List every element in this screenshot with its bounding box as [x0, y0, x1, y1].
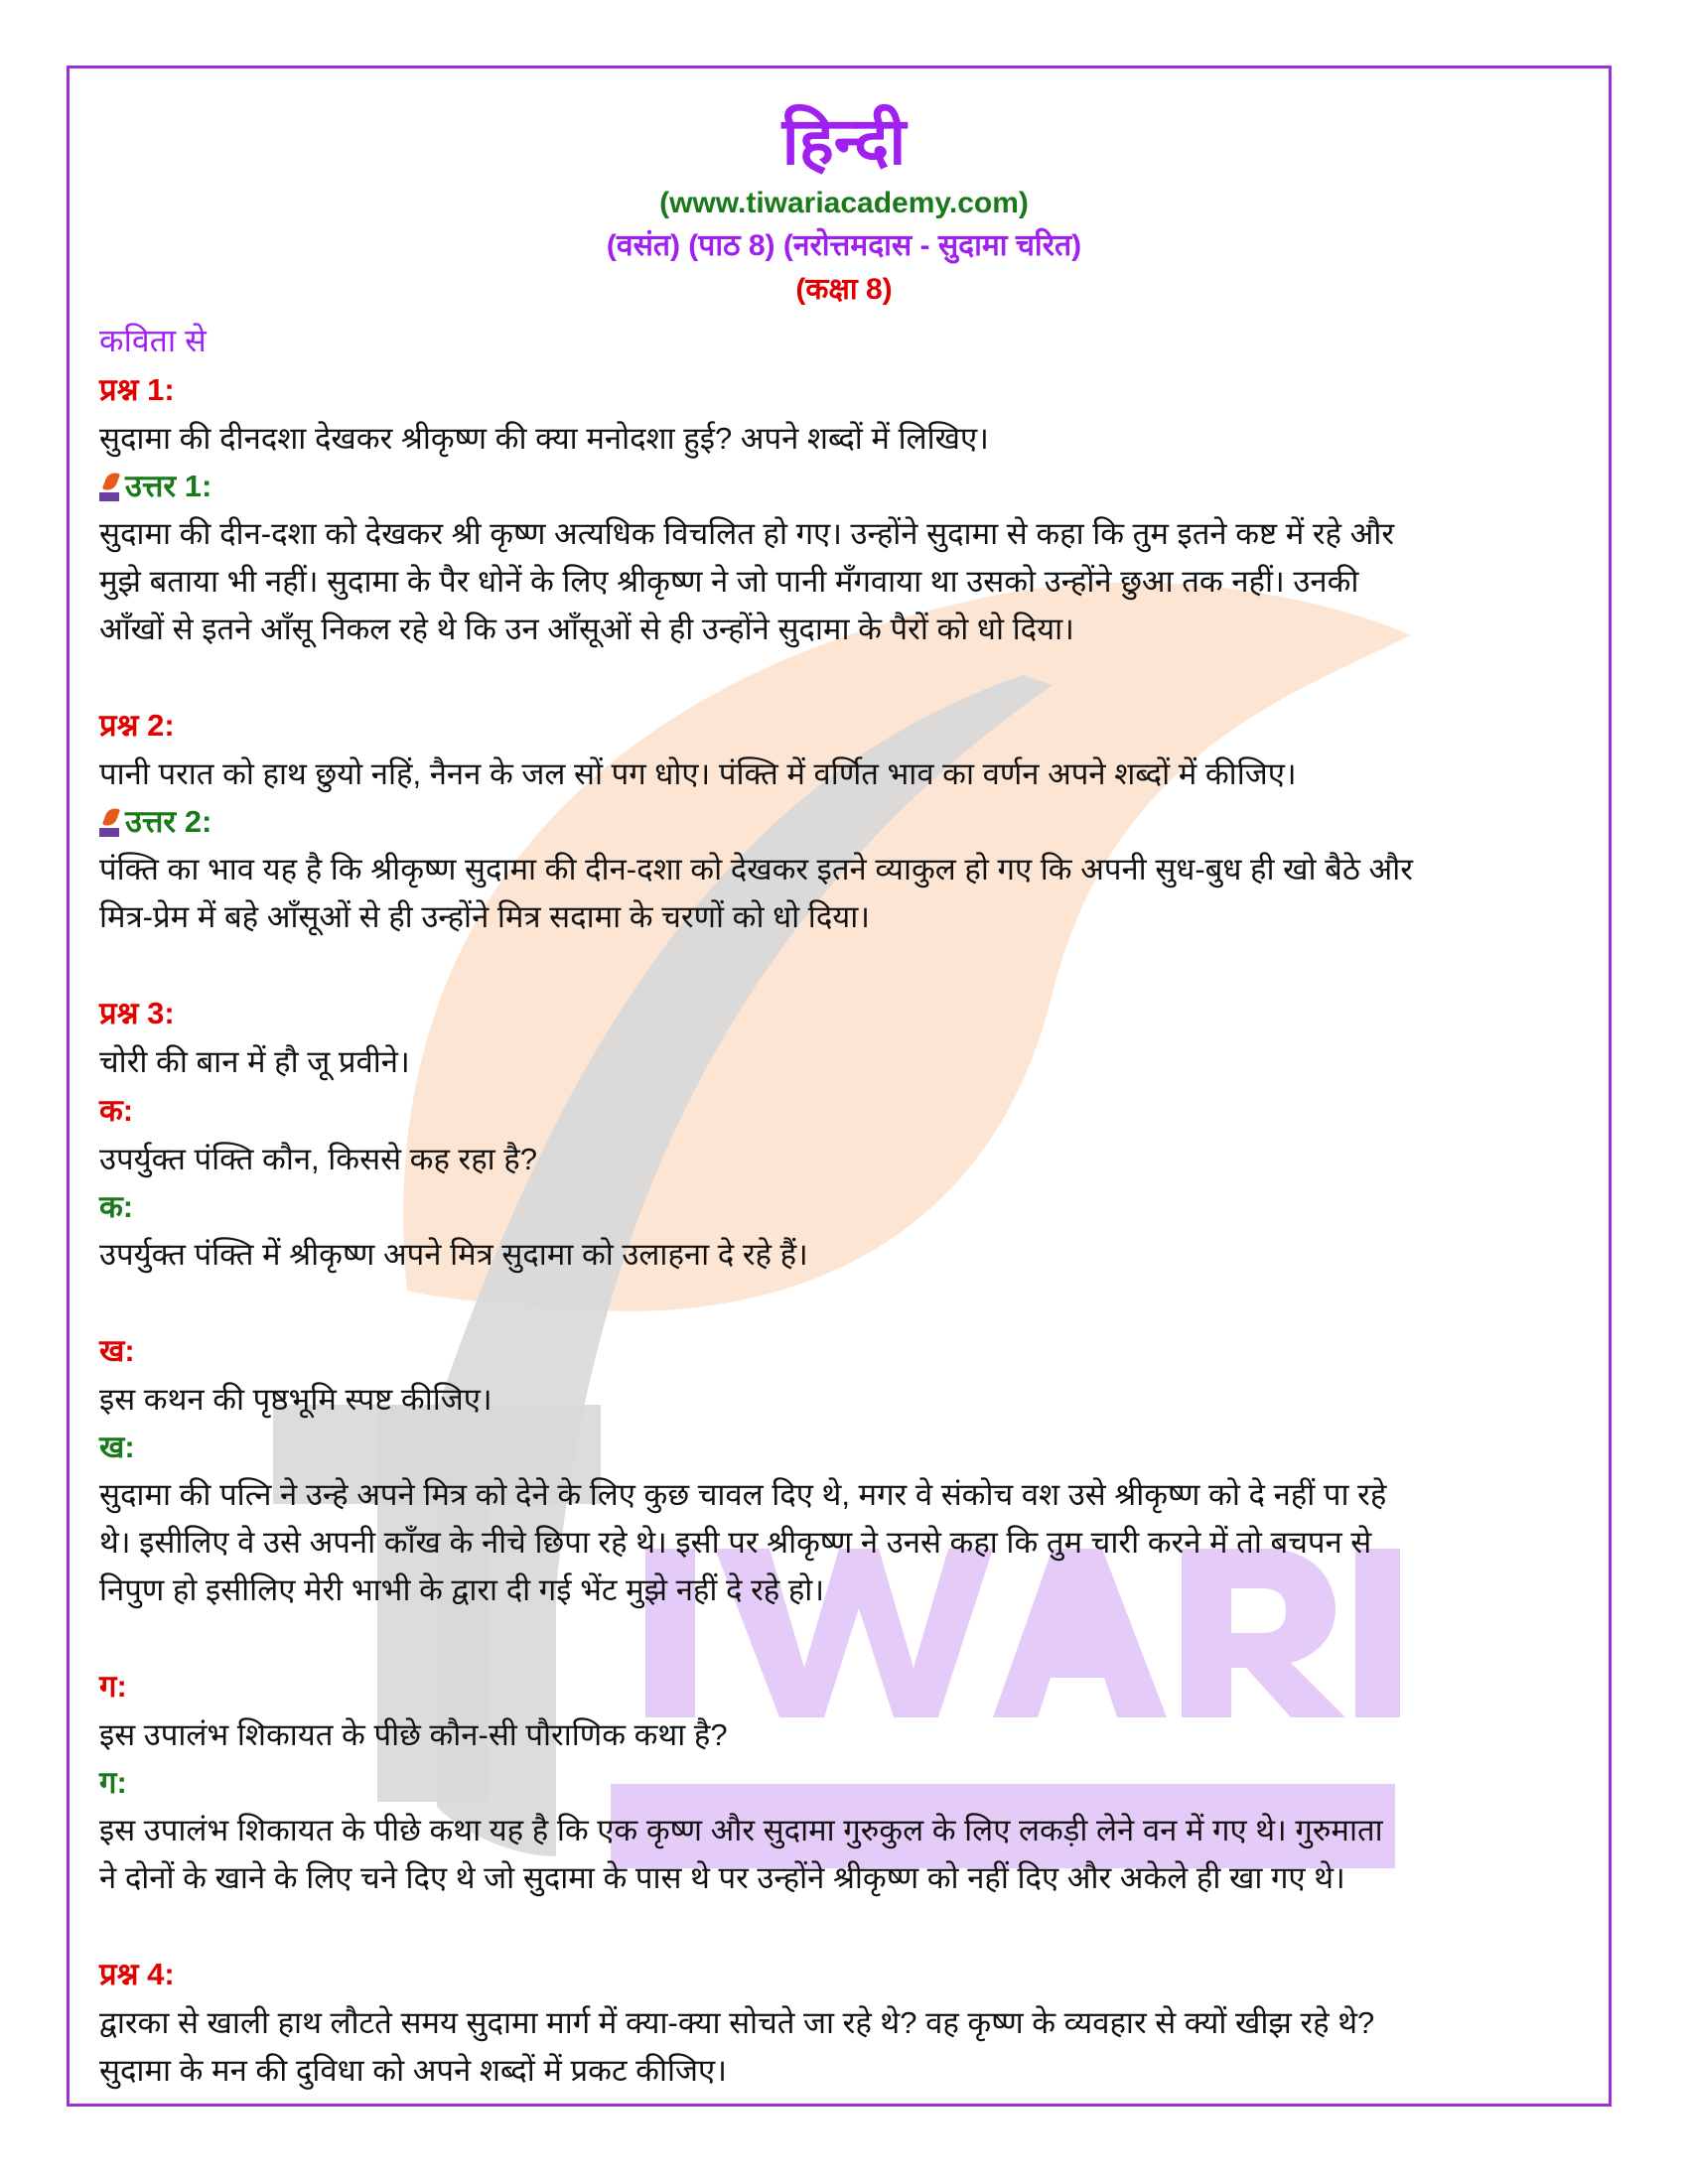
question-3-label: प्रश्न 3: — [99, 996, 175, 1030]
question-1-label: प्रश्न 1: — [99, 372, 175, 407]
document-content — [99, 99, 1589, 2095]
answer-2-line: पंक्ति का भाव यह है कि श्रीकृष्ण सुदामा की दीन-दशा को देखकर इतने व्याकुल हो गए कि अपनी सुध-बुध ही खो बैठे और — [99, 852, 1413, 887]
sub-question-ka-label: क: — [99, 1093, 134, 1128]
answer-label-text: उत्तर 1: — [125, 469, 212, 503]
sub-answer-ga-line: ने दोनों के खाने के लिए चने दिए थे जो सुदामा के पास थे पर उन्होंने श्रीकृष्ण को नहीं दिए और अकेले ही खा गए थे। — [99, 1860, 1345, 1895]
question-4-line: सुदामा के मन की दुविधा को अपने शब्दों में प्रकट कीजिए। — [99, 2053, 727, 2088]
sub-answer-ga-label: ग: — [99, 1765, 127, 1800]
sub-question-ga-text: इस उपालंभ शिकायत के पीछे कौन-सी पौराणिक कथा है? — [99, 1717, 728, 1752]
chapter-subtitle: (वसंत) (पाठ 8) (नरोत्तमदास - सुदामा चरित) — [606, 229, 1082, 262]
question-4-line: द्वारका से खाली हाथ लौटते समय सुदामा मार्ग में क्या-क्या सोचते जा रहे थे? वह कृष्ण के व्यवहार से क्यों खीझ रहे थे? — [99, 2005, 1375, 2040]
answer-2-label — [99, 798, 1589, 846]
sub-question-ka-text: उपर्युक्त पंक्ति कौन, किससे कह रहा है? — [99, 1142, 538, 1176]
answer-label-text: उत्तर 2: — [125, 804, 212, 839]
sub-answer-kha-line: सुदामा की पत्नि ने उन्हे अपने मित्र को देने के लिए कुछ चावल दिए थे, मगर वे संकोच वश उसे श्रीकृष्ण को दे नहीं पा रहे — [99, 1477, 1387, 1512]
answer-2-line: मित्र-प्रेम में बहे आँसूओं से ही उन्होंने मित्र सदामा के चरणों को धो दिया। — [99, 899, 871, 934]
sub-answer-ka-label: क: — [99, 1189, 134, 1224]
sub-answer-ga-line: इस उपालंभ शिकायत के पीछे कथा यह है कि एक कृष्ण और सुदामा गुरुकुल के लिए लकड़ी लेने वन में गए थे। गुरुमाता — [99, 1813, 1383, 1847]
answer-1-line: आँखों से इतने आँसू निकल रहे थे कि उन आँसूओं से ही उन्होंने सुदामा के पैरों को धो दिया। — [99, 612, 1074, 646]
page-title: हिन्दी — [781, 104, 907, 178]
question-3-text: चोरी की बान में हौ जू प्रवीने। — [99, 1044, 410, 1079]
sub-answer-kha-line: निपुण हो इसीलिए मेरी भाभी के द्वारा दी गई भेंट मुझे नहीं दे रहे हो। — [99, 1572, 825, 1607]
website-link[interactable]: (www.tiwariacademy.com) — [659, 187, 1029, 219]
sub-question-kha-text: इस कथन की पृष्ठभूमि स्पष्ट कीजिए। — [99, 1382, 492, 1417]
question-1-text: सुदामा की दीनदशा देखकर श्रीकृष्ण की क्या मनोदशा हुई? अपने शब्दों में लिखिए। — [99, 421, 989, 456]
answer-1-line: सुदामा की दीन-दशा को देखकर श्री कृष्ण अत्यधिक विचलित हो गए। उन्होंने सुदामा से कहा कि तुम इतने कष्ट में रहे और — [99, 516, 1395, 551]
sub-question-ga-label: ग: — [99, 1669, 127, 1704]
section-title: कविता से — [99, 323, 207, 358]
pen-icon — [99, 472, 121, 501]
pen-icon — [99, 807, 121, 837]
question-2-text: पानी परात को हाथ छुयो नहिं, नैनन के जल सों पग धोए। पंक्ति में वर्णित भाव का वर्णन अपने शब्दों में कीजिए। — [99, 756, 1297, 791]
answer-1-line: मुझे बताया भी नहीं। सुदामा के पैर धोनें के लिए श्रीकृष्ण ने जो पानी मँगवाया था उसको उन्होंने छुआ तक नहीं। उनकी — [99, 564, 1359, 599]
sub-answer-kha-label: ख: — [99, 1430, 135, 1464]
class-label: (कक्षा 8) — [795, 273, 893, 306]
sub-answer-kha-line: थे। इसीलिए वे उसे अपनी काँख के नीचे छिपा रहे थे। इसी पर श्रीकृष्ण ने उनसे कहा कि तुम चारी करने में तो बचपन से — [99, 1525, 1372, 1560]
sub-answer-ka-line: उपर्युक्त पंक्ति में श्रीकृष्ण अपने मित्र सुदामा को उलाहना दे रहे हैं। — [99, 1237, 808, 1272]
question-2-label: प्रश्न 2: — [99, 708, 175, 743]
question-4-label: प्रश्न 4: — [99, 1957, 175, 1991]
answer-1-label — [99, 463, 1589, 510]
sub-question-kha-label: ख: — [99, 1333, 135, 1368]
